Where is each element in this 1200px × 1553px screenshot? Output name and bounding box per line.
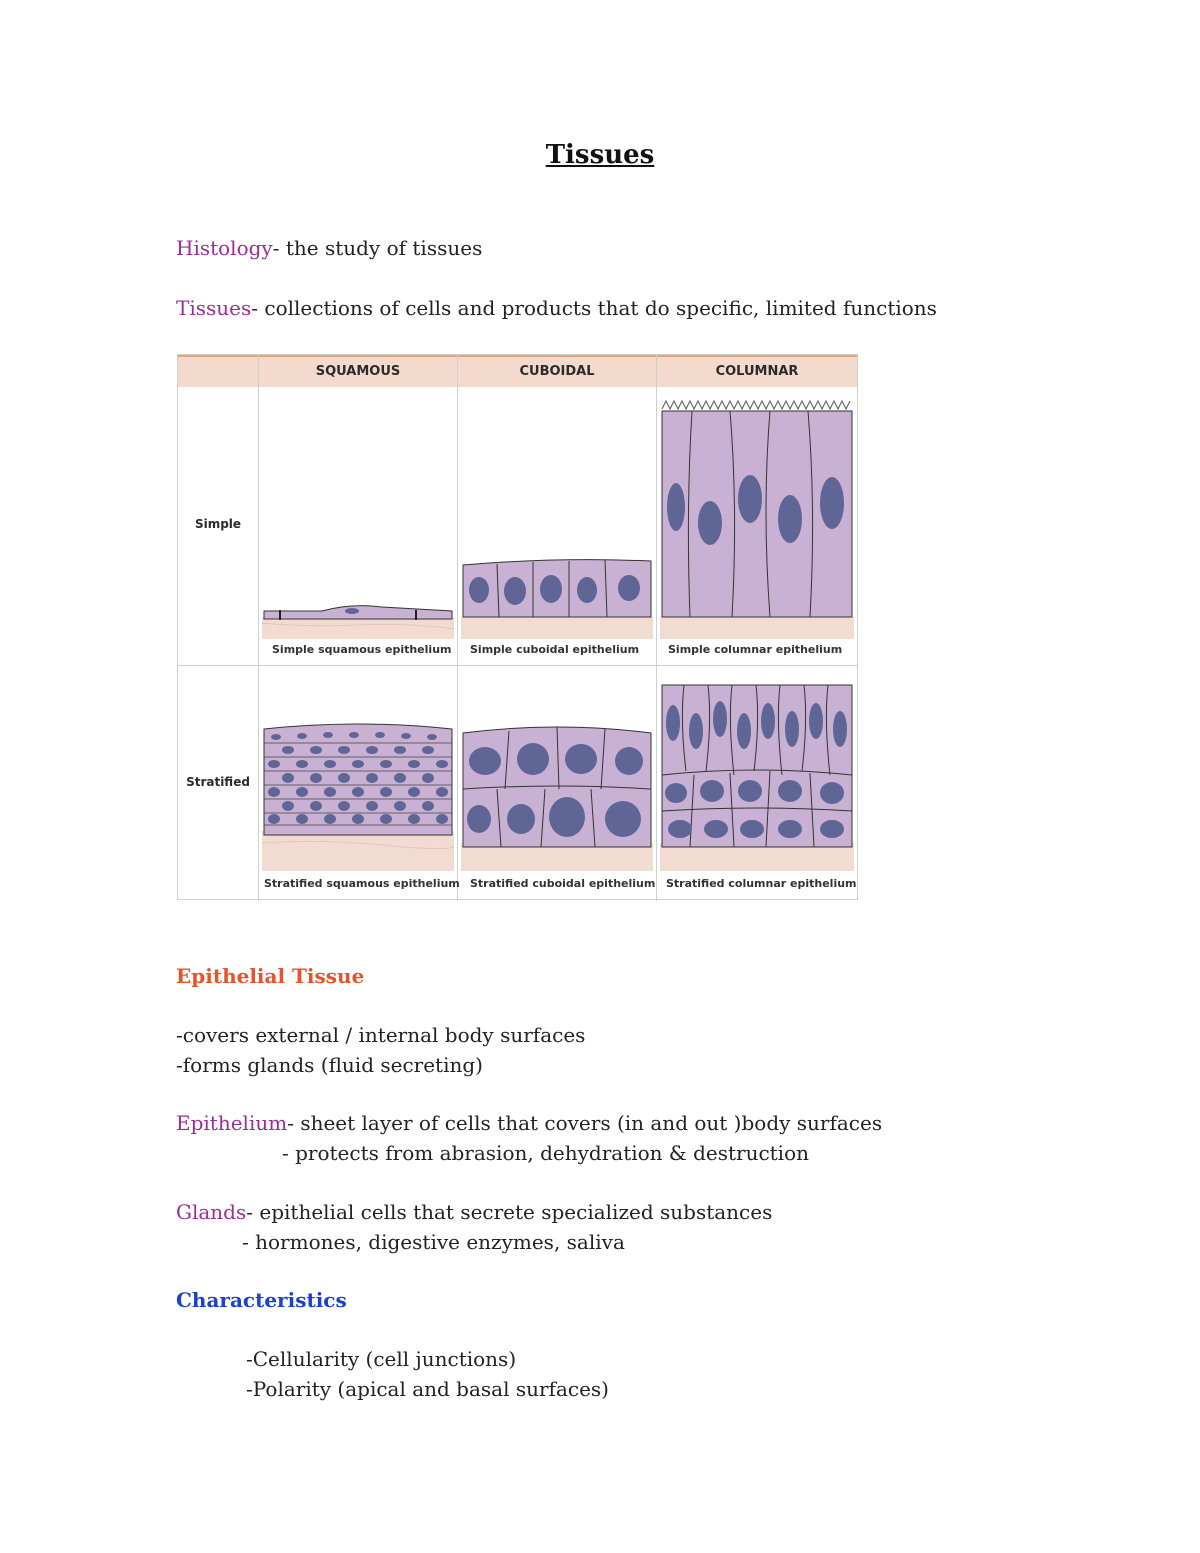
grid-line — [457, 355, 458, 901]
tissues-term: Tissues — [176, 296, 252, 320]
histology-term: Histology — [176, 236, 273, 260]
simple-cuboidal-illustration — [461, 389, 653, 639]
tissues-text: - collections of cells and products that do specific, limited functions — [251, 296, 937, 320]
stratified-cuboidal-illustration — [461, 671, 653, 871]
stratified-squamous-illustration — [262, 671, 454, 871]
page-title: Tissues — [545, 140, 655, 170]
characteristic-item: -Polarity (apical and basal surfaces) — [246, 1377, 609, 1401]
header-squamous: SQUAMOUS — [315, 364, 401, 379]
characteristics-heading: Characteristics — [176, 1288, 347, 1312]
glands-text: - epithelial cells that secrete specialized substances — [246, 1200, 773, 1224]
row-label-stratified: Stratified — [186, 775, 250, 789]
histology-definition — [176, 236, 482, 260]
simple-squamous-illustration — [262, 389, 454, 639]
glands-subpoint: - hormones, digestive enzymes, saliva — [242, 1230, 625, 1254]
epithelium-text: - sheet layer of cells that covers (in and out )body surfaces — [287, 1111, 883, 1135]
caption-simple-cuboidal: Simple cuboidal epithelium — [470, 643, 640, 656]
histology-text: - the study of tissues — [272, 236, 483, 260]
stratified-columnar-illustration — [660, 671, 854, 871]
caption-stratified-cuboidal: Stratified cuboidal epithelium — [470, 877, 656, 890]
epithelium-figure — [177, 354, 858, 900]
characteristic-item: -Cellularity (cell junctions) — [246, 1347, 517, 1371]
epithelium-definition — [176, 1111, 882, 1135]
caption-simple-columnar: Simple columnar epithelium — [668, 643, 843, 656]
header-cuboidal: CUBOIDAL — [519, 364, 595, 379]
glands-term: Glands — [176, 1200, 247, 1224]
grid-line — [178, 665, 857, 666]
epithelial-bullet: -covers external / internal body surfaces — [176, 1023, 586, 1047]
epithelial-tissue-heading: Epithelial Tissue — [176, 964, 365, 988]
simple-columnar-illustration — [660, 389, 854, 639]
caption-stratified-columnar: Stratified columnar epithelium — [666, 877, 857, 890]
epithelium-term: Epithelium — [176, 1111, 288, 1135]
grid-line — [656, 355, 657, 901]
header-columnar: COLUMNAR — [715, 364, 799, 379]
row-label-simple: Simple — [194, 517, 242, 531]
epithelium-subpoint: - protects from abrasion, dehydration & destruction — [282, 1141, 810, 1165]
glands-definition — [176, 1200, 772, 1224]
tissues-definition — [176, 296, 937, 320]
caption-simple-squamous: Simple squamous epithelium — [272, 643, 452, 656]
grid-line — [258, 355, 259, 901]
epithelial-bullet: -forms glands (fluid secreting) — [176, 1053, 483, 1077]
caption-stratified-squamous: Stratified squamous epithelium — [264, 877, 460, 890]
